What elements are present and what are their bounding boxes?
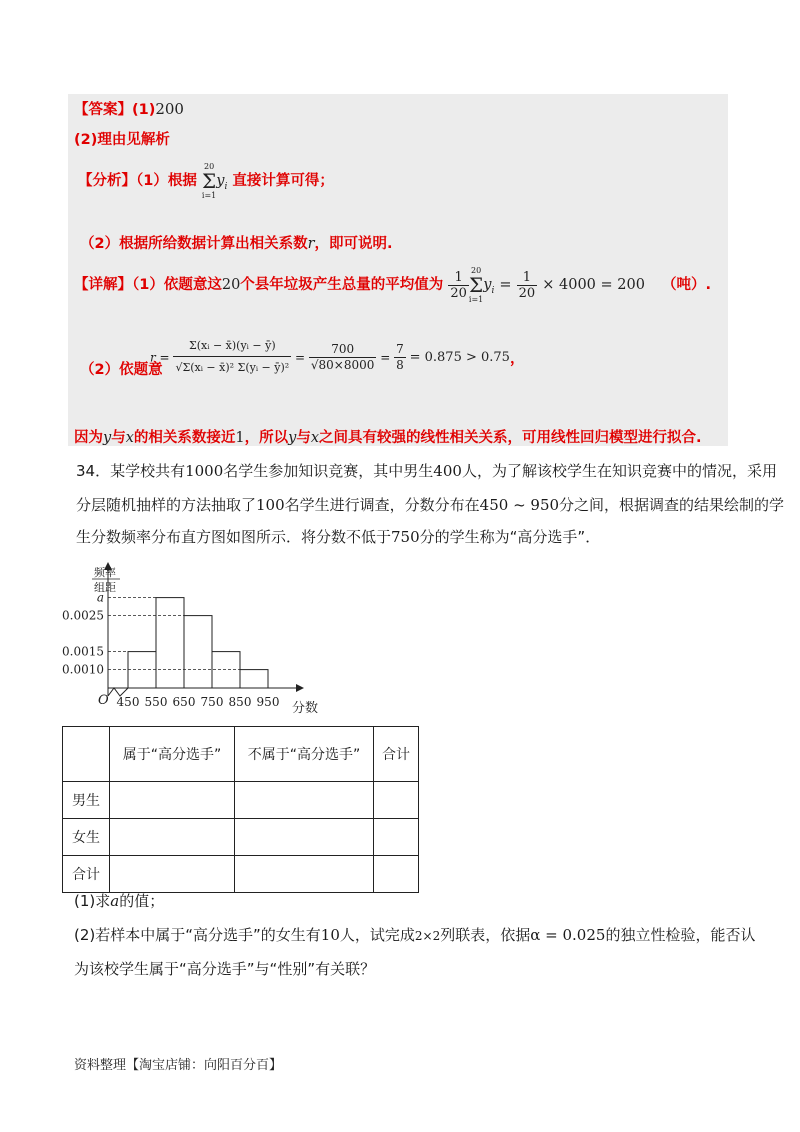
x-tick-label: 650 — [172, 695, 196, 709]
histogram-bar — [156, 598, 184, 688]
corr-frac3-den: 8 — [396, 358, 404, 372]
problem-line-1 — [76, 460, 777, 481]
p3-a: 生分数频率分布直方图如图所示．将分数不低于 — [76, 528, 392, 546]
footer-credit: 资料整理【淘宝店铺：向阳百分百】 — [74, 1058, 283, 1073]
p1-c: 人，为了解该校学生在知识竞赛中的情况，采用 — [461, 462, 777, 480]
corr-frac — [173, 336, 291, 379]
corr-frac3 — [394, 342, 406, 373]
p2-b: 名学生进行调查，分数分布在 — [284, 496, 480, 514]
x-tick-label: 850 — [228, 695, 252, 709]
corr-eq1: = — [295, 350, 306, 365]
p2-c: 分之间，根据调查的结果绘制的学 — [559, 496, 785, 514]
q2-b: 人，试完成 — [339, 926, 415, 944]
y-tick-label: 0.0015 — [62, 644, 104, 659]
p3-n: 750 — [391, 528, 420, 546]
table-corner-cell — [63, 727, 110, 782]
conc-y: y — [103, 430, 112, 446]
frac1-den: 20 — [450, 285, 467, 301]
p2-a: 分层随机抽样的方法抽取了 — [76, 496, 257, 514]
p1-n1: 1000 — [185, 462, 224, 480]
sum-bottom: i=1 — [201, 191, 217, 200]
frac1-num: 1 — [448, 270, 469, 286]
table-row — [63, 782, 419, 819]
problem-line-2 — [76, 494, 784, 515]
detail1-text-a: （1）依题意这 — [132, 277, 222, 293]
contingency-table — [62, 726, 419, 893]
table-cell[interactable] — [110, 819, 235, 856]
analysis-line-2 — [80, 232, 393, 253]
answer-part1: (1) — [132, 102, 156, 118]
corr-frac3-num: 7 — [396, 342, 404, 356]
corr-frac2-num: 700 — [309, 342, 377, 358]
analysis-line-1 — [78, 162, 334, 200]
sum-top: 20 — [203, 162, 215, 171]
detail-tag: 【详解】 — [74, 277, 132, 293]
y-tick-label: 0.0010 — [62, 662, 104, 677]
conclusion-line — [74, 426, 702, 447]
corr-frac2-den: √80×8000 — [310, 358, 375, 372]
detail1-sum: 20 Σ i=1 — [468, 266, 484, 304]
y-tick-label: a — [96, 590, 104, 605]
q1-var: a — [110, 892, 120, 910]
p1-b: 名学生参加知识竞赛，其中男生 — [223, 462, 434, 480]
table-header-not-high: 不属于“高分选手” — [235, 727, 374, 782]
detail1-unit: （吨）. — [662, 277, 712, 293]
row-label-male: 男生 — [63, 782, 110, 819]
detail1-text-b: 个县年垃圾产生总量的平均值为 — [240, 277, 444, 293]
x-axis-label: 分数 — [292, 701, 319, 716]
q2-tab: 2×2 — [414, 929, 441, 943]
analysis2-text-b: ，即可说明. — [314, 236, 393, 252]
q2-d: 的独立性检验，能否认 — [605, 926, 756, 944]
correlation-formula — [150, 336, 524, 379]
table-row — [63, 856, 419, 893]
analysis2-text-a: （2）根据所给数据计算出相关系数 — [80, 236, 308, 252]
answer-line-2: (2)理由见解析 — [74, 132, 170, 148]
corr-num: Σ(xᵢ − x̄)(yᵢ − ȳ) — [173, 336, 291, 357]
p2-range: 450 ~ 950 — [479, 496, 560, 514]
q2-a: (2)若样本中属于“高分选手”的女生有 — [74, 926, 321, 944]
corr-comma: ， — [509, 350, 525, 367]
conc-y2: y — [288, 430, 297, 446]
frequency-histogram — [62, 560, 350, 720]
frac2-den: 20 — [518, 285, 536, 301]
x-tick-label: 950 — [256, 695, 280, 709]
detail1-num: 20 — [221, 277, 241, 293]
sum-sub: i — [224, 181, 228, 192]
conc-c: 的相关系数接近 — [133, 430, 236, 446]
conc-f: 之间具有较强的线性相关关系，可用线性回归模型进行拟合. — [319, 430, 702, 446]
p2-n: 100 — [256, 496, 285, 514]
problem-line-3 — [76, 526, 600, 547]
question-2-line-2: 为该校学生属于“高分选手”与“性别”有关联？ — [74, 960, 376, 978]
conc-b: 与 — [111, 430, 126, 446]
corr-den: √Σ(xᵢ − x̄)² Σ(yᵢ − ȳ)² — [175, 361, 290, 374]
origin-label: O — [98, 693, 109, 708]
histogram-bar — [240, 670, 268, 688]
x-tick-label: 450 — [116, 695, 140, 709]
conc-d: ，所以 — [244, 430, 289, 446]
conc-one: 1 — [235, 430, 245, 446]
conc-a: 因为 — [74, 430, 103, 446]
conc-x: x — [125, 430, 134, 446]
sum-symbol: 20 Σ i=1 — [201, 162, 217, 200]
row-label-total: 合计 — [63, 856, 110, 893]
analysis2-var: r — [307, 236, 315, 252]
answer-line-1 — [74, 98, 184, 119]
y-label-bottom: 组距 — [94, 581, 116, 594]
p1-a: 34．某学校共有 — [76, 462, 186, 480]
table-cell[interactable] — [374, 856, 419, 893]
table-header-total: 合计 — [374, 727, 419, 782]
analysis1-text-a: （1）根据 — [136, 173, 197, 189]
table-header-row — [63, 727, 419, 782]
table-cell[interactable] — [235, 856, 374, 893]
conc-e: 与 — [296, 430, 311, 446]
corr-result: = 0.875 > 0.75 — [409, 350, 510, 365]
corr-eq2: = — [380, 350, 391, 365]
table-cell[interactable] — [374, 782, 419, 819]
table-cell[interactable] — [110, 782, 235, 819]
q2-alpha: α = 0.025 — [530, 926, 606, 944]
table-cell[interactable] — [235, 819, 374, 856]
y-label-top: 频率 — [94, 566, 116, 579]
frac2-num: 1 — [517, 270, 538, 286]
table-cell[interactable] — [110, 856, 235, 893]
y-tick-label: 0.0025 — [62, 608, 104, 623]
analysis-tag: 【分析】 — [78, 173, 136, 189]
x-tick-label: 550 — [144, 695, 168, 709]
q1-b: 的值； — [119, 892, 165, 910]
table-cell[interactable] — [235, 782, 374, 819]
histogram-bar — [184, 616, 212, 688]
detail2-text-a: （2）依题意 — [80, 362, 163, 378]
answer-value: 200 — [155, 100, 184, 118]
answer-tag: 【答案】 — [74, 102, 132, 118]
table-header-high: 属于“高分选手” — [110, 727, 235, 782]
question-2 — [74, 924, 755, 945]
detail1-result: × 4000 = 200 — [542, 277, 645, 293]
detail1-frac1 — [448, 270, 469, 301]
corr-r: r = — [150, 350, 170, 365]
x-tick-label: 750 — [200, 695, 224, 709]
sum-var: y — [216, 173, 225, 189]
analysis1-text-b: 直接计算可得； — [232, 173, 334, 189]
table-row — [63, 819, 419, 856]
q1-a: (1)求 — [74, 892, 111, 910]
conc-x2: x — [310, 430, 320, 446]
histogram-bar — [128, 652, 156, 688]
p1-n2: 400 — [433, 462, 462, 480]
corr-frac2 — [309, 342, 377, 373]
detail1-eq: = — [499, 277, 512, 293]
table-cell[interactable] — [374, 819, 419, 856]
question-1 — [74, 890, 164, 911]
detail1-frac2 — [517, 270, 538, 301]
p3-b: 分的学生称为“高分选手”． — [419, 528, 601, 546]
detail-line-1: 【详解】（1）依题意这20个县年垃圾产生总量的平均值为 $\frac{1}{20}$ 20 Σ i=1 $y_i$ = $\frac{1}{20}$ × 4000 = 200 （吨）. — [74, 266, 712, 304]
q2-c: 列联表，依据 — [440, 926, 531, 944]
row-label-female: 女生 — [63, 819, 110, 856]
q2-n: 10 — [320, 926, 340, 944]
